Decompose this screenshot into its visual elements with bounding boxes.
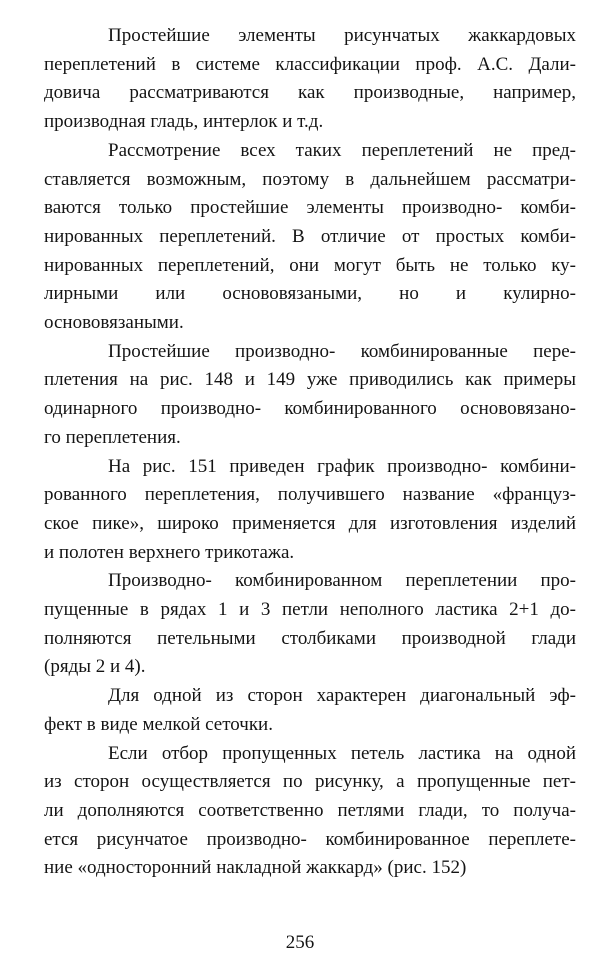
text-line: ское пике», широко применяется для изготовления изделий	[44, 512, 576, 534]
text-line: довича рассматриваются как производные, например,	[44, 82, 576, 104]
text-line: (ряды 2 и 4).	[44, 656, 146, 678]
text-line: ставляется возможным, поэтому в дальнейшем рассматри-	[44, 168, 576, 190]
page-number: 256	[285, 932, 315, 953]
text-line: На рис. 151 приведен график производно- комбини-	[108, 455, 576, 477]
text-line: Простейшие элементы рисунчатых жаккардовых	[108, 25, 576, 46]
text-line: переплетений в системе классификации проф. А.С. Дали-	[44, 53, 576, 75]
text-line: плетения на рис. 148 и 149 уже приводились как примеры	[44, 369, 576, 391]
text-line: Рассмотрение всех таких переплетений не пред-	[108, 139, 576, 161]
text-line: Если отбор пропущенных петель ластика на одной	[108, 742, 576, 764]
text-line: го переплетения.	[44, 426, 181, 448]
text-line: фект в виде мелкой сеточки.	[44, 713, 273, 735]
text-line: полняются петельными столбиками производной глади	[44, 627, 576, 649]
text-line: Для одной из сторон характерен диагональный эф-	[108, 685, 576, 707]
text-line: производная гладь, интерлок и т.д.	[44, 111, 324, 133]
text-line: одинарного производно- комбинированного основовязано-	[44, 398, 576, 420]
text-line: ли дополняются соответственно петлями глади, то получа-	[44, 799, 576, 821]
text-line: и полотен верхнего трикотажа.	[44, 541, 295, 563]
text-line: ние «односторонний накладной жаккард» (рис. 152)	[44, 857, 467, 879]
text-line: основовязаными.	[44, 312, 184, 333]
text-line: ется рисунчатое производно- комбинированное переплете-	[44, 828, 576, 850]
text-line: Производно- комбинированном переплетении про-	[108, 570, 576, 592]
text-line: нированных переплетений. В отличие от простых комби-	[44, 225, 576, 247]
text-line: рованного переплетения, получившего название «француз-	[44, 484, 576, 506]
text-line: нированных переплетений, они могут быть не только ку-	[44, 254, 576, 276]
text-line: Простейшие производно- комбинированные пере-	[108, 340, 576, 362]
text-line: пущенные в рядах 1 и 3 петли неполного ластика 2+1 до-	[44, 599, 576, 620]
text-line: лирными или основовязаными, но и кулирно-	[44, 283, 576, 305]
text-line: ваются только простейшие элементы производно- комби-	[44, 197, 576, 219]
text-line: из сторон осуществляется по рисунку, а пропущенные пет-	[44, 771, 576, 793]
